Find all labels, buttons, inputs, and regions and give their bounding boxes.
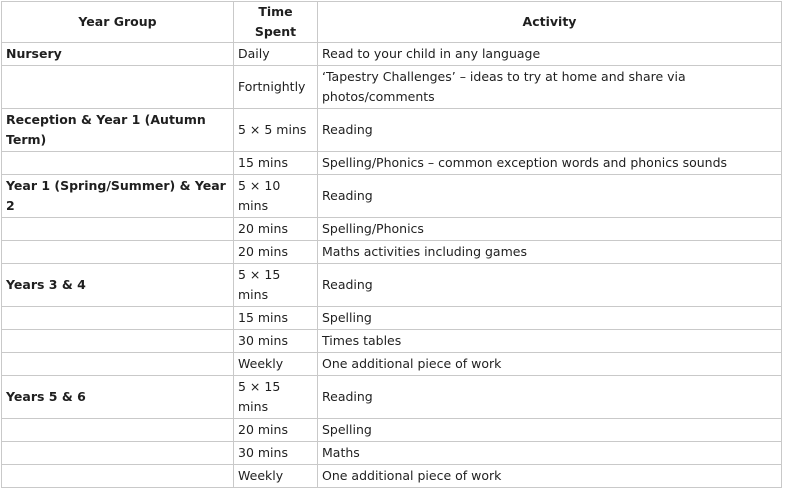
header-time-spent: Time Spent <box>234 2 318 43</box>
table-row <box>2 419 782 442</box>
year-group-cell <box>2 465 234 488</box>
time-cell: 30 mins <box>234 330 318 353</box>
table-header-row <box>2 2 782 43</box>
time-cell: Daily <box>234 43 318 66</box>
table-row <box>2 442 782 465</box>
table-row <box>2 264 782 307</box>
activity-cell: Spelling <box>318 419 782 442</box>
time-cell: Weekly <box>234 353 318 376</box>
year-group-cell: Nursery <box>2 43 234 66</box>
table-row <box>2 218 782 241</box>
table-row <box>2 175 782 218</box>
time-cell: 30 mins <box>234 442 318 465</box>
time-cell: 20 mins <box>234 241 318 264</box>
activity-cell: Spelling/Phonics – common exception words and phonics sounds <box>318 152 782 175</box>
time-cell: 5 × 15 mins <box>234 264 318 307</box>
activity-cell: One additional piece of work <box>318 353 782 376</box>
table-row <box>2 465 782 488</box>
header-year-group: Year Group <box>2 2 234 43</box>
time-cell: 5 × 10 mins <box>234 175 318 218</box>
time-cell: 5 × 15 mins <box>234 376 318 419</box>
year-group-cell: Years 5 & 6 <box>2 376 234 419</box>
year-group-cell <box>2 353 234 376</box>
table-row <box>2 376 782 419</box>
table-row <box>2 353 782 376</box>
year-group-cell: Years 3 & 4 <box>2 264 234 307</box>
activity-cell: Times tables <box>318 330 782 353</box>
table-row <box>2 152 782 175</box>
activity-cell: Reading <box>318 109 782 152</box>
table-row <box>2 307 782 330</box>
activity-cell: Spelling <box>318 307 782 330</box>
time-cell: 15 mins <box>234 307 318 330</box>
activity-cell: Maths activities including games <box>318 241 782 264</box>
activity-cell: Maths <box>318 442 782 465</box>
activity-cell: Read to your child in any language <box>318 43 782 66</box>
table-row <box>2 109 782 152</box>
year-group-cell <box>2 330 234 353</box>
time-cell: 5 × 5 mins <box>234 109 318 152</box>
activity-cell: Reading <box>318 175 782 218</box>
activity-cell: Reading <box>318 376 782 419</box>
time-cell: Weekly <box>234 465 318 488</box>
year-group-cell <box>2 66 234 109</box>
header-activity: Activity <box>318 2 782 43</box>
table-row <box>2 330 782 353</box>
time-cell: Fortnightly <box>234 66 318 109</box>
year-group-cell: Year 1 (Spring/Summer) & Year 2 <box>2 175 234 218</box>
time-cell: 20 mins <box>234 218 318 241</box>
activity-cell: Reading <box>318 264 782 307</box>
table-row <box>2 43 782 66</box>
activity-cell: Spelling/Phonics <box>318 218 782 241</box>
time-cell: 20 mins <box>234 419 318 442</box>
year-group-cell <box>2 218 234 241</box>
table-row <box>2 66 782 109</box>
year-group-cell <box>2 152 234 175</box>
homework-table <box>1 1 782 488</box>
time-cell: 15 mins <box>234 152 318 175</box>
activity-cell: One additional piece of work <box>318 465 782 488</box>
year-group-cell: Reception & Year 1 (Autumn Term) <box>2 109 234 152</box>
year-group-cell <box>2 419 234 442</box>
activity-cell: ‘Tapestry Challenges’ – ideas to try at home and share via photos/comments <box>318 66 782 109</box>
year-group-cell <box>2 241 234 264</box>
year-group-cell <box>2 442 234 465</box>
table-row <box>2 241 782 264</box>
year-group-cell <box>2 307 234 330</box>
